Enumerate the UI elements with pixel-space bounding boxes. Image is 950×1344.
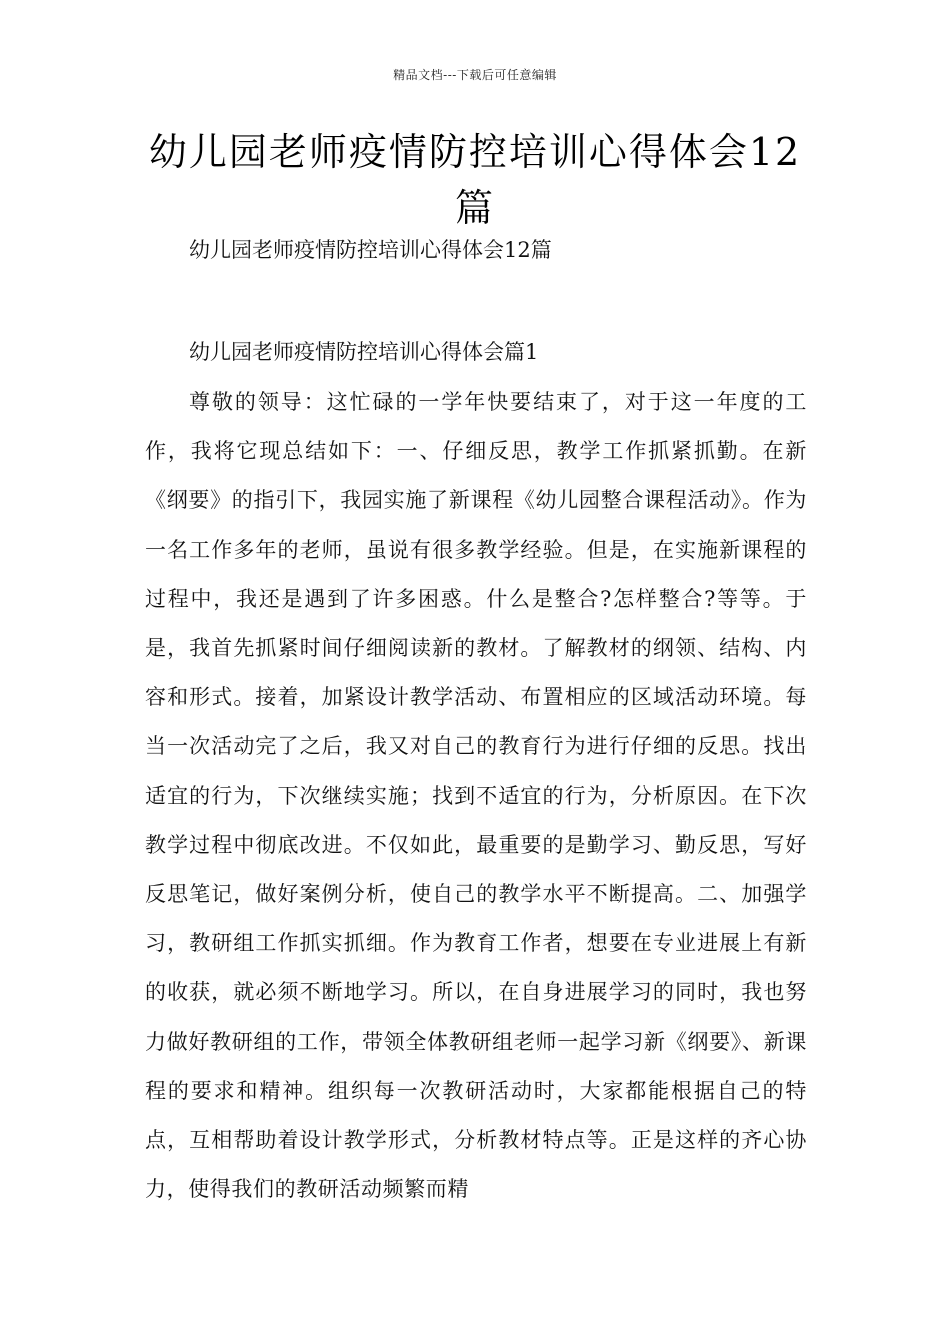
header-note: 精品文档---下载后可任意编辑 xyxy=(393,68,557,82)
section-heading: 幼儿园老师疫情防控培训心得体会篇1 xyxy=(189,340,539,364)
document-subtitle: 幼儿园老师疫情防控培训心得体会12篇 xyxy=(189,238,552,262)
document-title: 幼儿园老师疫情防控培训心得体会12篇 xyxy=(148,130,802,230)
body-paragraph: 尊敬的领导：这忙碌的一学年快要结束了，对于这一年度的工作，我将它现总结如下：一、仔细反思，教学工作抓紧抓勤。在新《纲要》的指引下，我园实施了新课程《幼儿园整合课程活动》。作为一名工作多年的老师，虽说有很多教学经验。但是，在实施新课程的过程中，我还是遇到了许多困惑。什么是整合?怎样整合?等等。于是，我首先抓紧时间仔细阅读新的教材。了解教材的纲领、结构、内容和形式。接着，加紧设计教学活动、布置相应的区域活动环境。每当一次活动完了之后，我又对自己的教育行为进行仔细的反思。找出适宜的行为，下次继续实施；找到不适宜的行为，分析原因。在下次教学过程中彻底改进。不仅如此，最重要的是勤学习、勤反思，写好反思笔记，做好案例分析，使自己的教学水平不断提高。二、加强学习，教研组工作抓实抓细。作为教育工作者，想要在专业进展上有新的收获，就必须不断地学习。所以，在自身进展学习的同时，我也努力做好教研组的工作，带领全体教研组老师一起学习新《纲要》、新课程的要求和精神。组织每一次教研活动时，大家都能根据自己的特点，互相帮助着设计教学形式，分析教材特点等。正是这样的齐心协力，使得我们的教研活动频繁而精 xyxy=(145,390,807,1202)
